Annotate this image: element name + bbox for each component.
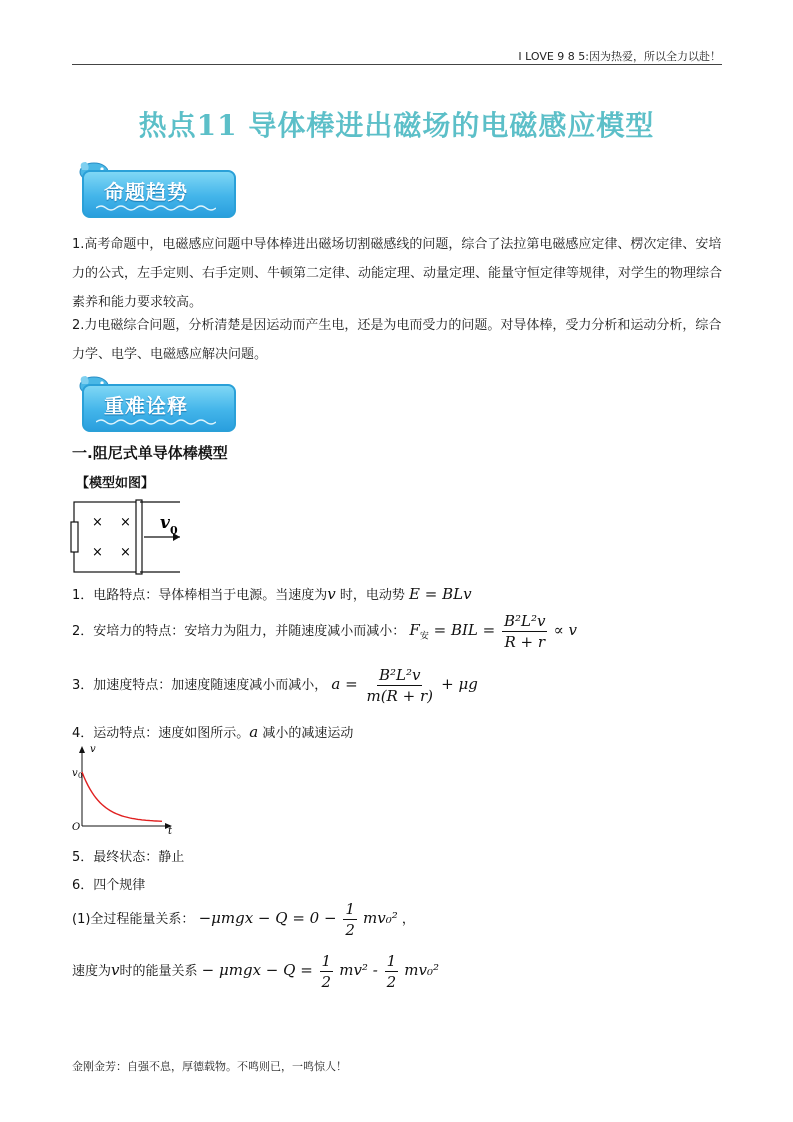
explain-badge [76,370,236,436]
wave-decoration [96,418,216,426]
explain-badge-label: 重难诠释 [104,394,188,418]
velocity-time-graph [70,742,180,838]
law-energy-at-v: 速度为v时的能量关系 − μmgx − Q = $\frac{1}{2}$ mv² - $\frac{1}{2}$ mv₀² [72,952,439,991]
field-cross: × [120,545,131,560]
ampere-fraction: $\frac{\text{B²L²v}}{R + r}$ [503,612,546,651]
item-four-laws: 6．四个规律 [72,878,146,893]
field-cross: × [92,545,103,560]
half-fraction: $\frac{1}{2}$ [386,952,397,991]
model-label: 【模型如图】 [76,476,155,491]
header-divider [72,64,722,65]
header-motto: I LOVE 9 8 5:因为热爱，所以全力以赴！ [518,50,721,63]
item-circuit: 1．电路特点：导体棒相当于电源。当速度为v 时，电动势 E = BLv [72,585,472,603]
half-fraction: $\frac{1}{2}$ [345,900,355,939]
item-motion: 4．运动特点：速度如图所示。a 减小的减速运动 [72,723,354,741]
intro-paragraph-2: 2.力电磁综合问题，分析清楚是因运动而产生电，还是为电而受力的问题。对导体棒，受力分析和运动分析，综合力学、电学、电磁感应解决问题。 [72,318,722,362]
velocity-subscript: 0 [170,524,178,537]
origin-label: O [72,822,81,833]
velocity-decay-curve [82,772,162,821]
section-title: 一.阻尼式单导体棒模型 [72,444,228,462]
velocity-label: v [160,513,170,533]
law-energy-total: (1)全过程能量关系： −μmgx − Q = 0 − $\frac{1}{2}$ mv₀² ， [72,900,415,939]
item-final-state: 5．最终状态：静止 [72,850,185,865]
intro-paragraph-1: 1.高考命题中，电磁感应问题中导体棒进出磁场切割磁感线的问题，综合了法拉第电磁感应定律、楞次定律、安培力的公式，左手定则、右手定则、牛顿第二定律、动能定理、动量定理、能量守恒定律等规律，对学生的物理综合素养和能力要求较高。 [72,237,723,310]
rail-frame [74,502,140,572]
trend-badge-label: 命题趋势 [104,180,188,204]
footer-motto: 金刚金芳：自强不息，厚德载物。不鸣则已，一鸣惊人！ [72,1060,347,1073]
trend-badge [76,156,236,222]
v0-subscript: 0 [78,772,83,780]
field-cross: × [92,515,103,530]
y-axis-label: v [90,744,96,755]
resistor [71,522,78,552]
item-acceleration: 3．加速度特点：加速度随速度减小而减小， a = $\frac{\text{B²L²v}}{m(R + r)}$ + μg [72,666,478,705]
page-title: 热点11 导体棒进出磁场的电磁感应模型 [138,109,655,142]
wave-decoration [96,204,216,212]
circuit-diagram [70,498,190,578]
conductor-rod [136,500,142,574]
half-fraction: $\frac{1}{2}$ [321,952,332,991]
item-ampere-force: 2．安培力的特点：安培力为阻力，并随速度减小而减小： $F_安$ = BIL = $\frac{\text{B²L²v}}{R + r}$ ∝ v [72,612,578,651]
field-cross: × [120,515,131,530]
v0-label: v [72,768,78,779]
acceleration-fraction: $\frac{\text{B²L²v}}{m(R + r)}$ [366,666,433,705]
x-axis-label: t [168,826,173,837]
